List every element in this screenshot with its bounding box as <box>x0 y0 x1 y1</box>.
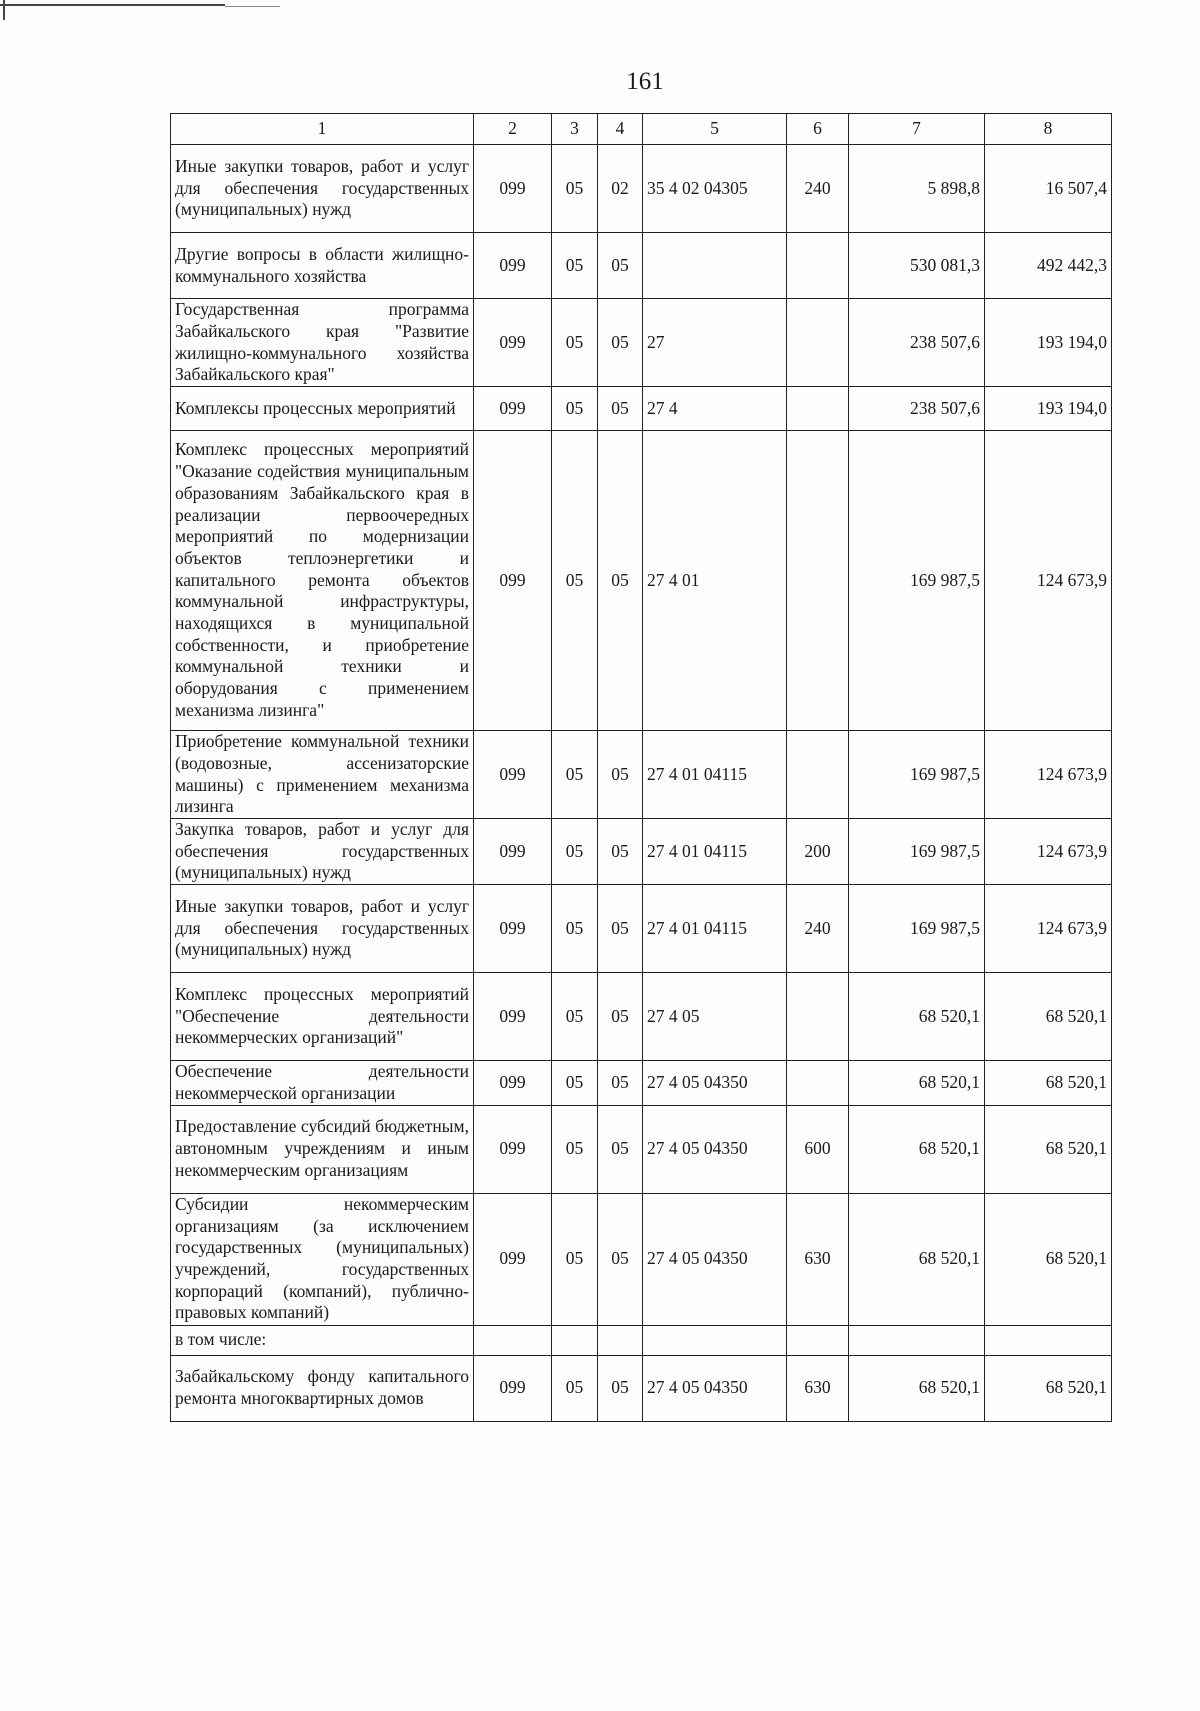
target-article-cell: 27 4 01 <box>643 431 787 731</box>
table-row <box>171 145 1112 233</box>
chapter-code-cell: 099 <box>474 233 552 299</box>
row-name-cell: в том числе: <box>171 1325 474 1355</box>
expense-type-cell: 600 <box>787 1105 849 1193</box>
amount-year2-cell: 492 442,3 <box>985 233 1112 299</box>
table-row <box>171 973 1112 1061</box>
column-header: 2 <box>474 114 552 145</box>
subsection-code-cell: 05 <box>598 885 643 973</box>
target-article-cell: 27 4 01 04115 <box>643 819 787 885</box>
row-name-cell: Приобретение коммунальной техники (водовозные, ассенизаторские машины) с применением механизма лизинга <box>171 731 474 819</box>
table-row <box>171 387 1112 431</box>
amount-year1-cell: 169 987,5 <box>849 431 985 731</box>
table-row <box>171 1355 1112 1421</box>
amount-year1-cell: 238 507,6 <box>849 387 985 431</box>
section-code-cell: 05 <box>552 1105 598 1193</box>
subsection-code-cell: 05 <box>598 233 643 299</box>
amount-year2-cell: 68 520,1 <box>985 1061 1112 1105</box>
column-header: 8 <box>985 114 1112 145</box>
section-code-cell: 05 <box>552 1355 598 1421</box>
row-name-cell: Субсидии некоммерческим организациям (за исключением государственных (муниципальных) учреждений, государственных корпораций (компаний), публично-правовых компаний) <box>171 1193 474 1325</box>
budget-table <box>170 113 1112 1422</box>
amount-year2-cell: 16 507,4 <box>985 145 1112 233</box>
amount-year2-cell: 124 673,9 <box>985 885 1112 973</box>
amount-year1-cell: 169 987,5 <box>849 819 985 885</box>
amount-year1-cell: 238 507,6 <box>849 299 985 387</box>
subsection-code-cell <box>598 1325 643 1355</box>
table-row <box>171 819 1112 885</box>
row-name-cell: Иные закупки товаров, работ и услуг для обеспечения государственных (муниципальных) нужд <box>171 145 474 233</box>
amount-year1-cell: 68 520,1 <box>849 1193 985 1325</box>
amount-year2-cell: 124 673,9 <box>985 731 1112 819</box>
amount-year2-cell: 124 673,9 <box>985 431 1112 731</box>
subsection-code-cell: 05 <box>598 1193 643 1325</box>
section-code-cell: 05 <box>552 731 598 819</box>
subsection-code-cell: 05 <box>598 1061 643 1105</box>
table-row <box>171 731 1112 819</box>
subsection-code-cell: 02 <box>598 145 643 233</box>
table-row <box>171 1325 1112 1355</box>
section-code-cell <box>552 1325 598 1355</box>
table-row <box>171 1105 1112 1193</box>
subsection-code-cell: 05 <box>598 431 643 731</box>
section-code-cell: 05 <box>552 431 598 731</box>
amount-year1-cell <box>849 1325 985 1355</box>
expense-type-cell <box>787 1061 849 1105</box>
column-header: 4 <box>598 114 643 145</box>
expense-type-cell: 200 <box>787 819 849 885</box>
row-name-cell: Комплексы процессных мероприятий <box>171 387 474 431</box>
expense-type-cell <box>787 431 849 731</box>
section-code-cell: 05 <box>552 299 598 387</box>
section-code-cell: 05 <box>552 233 598 299</box>
table-row <box>171 233 1112 299</box>
row-name-cell: Другие вопросы в области жилищно-коммунального хозяйства <box>171 233 474 299</box>
expense-type-cell <box>787 233 849 299</box>
chapter-code-cell: 099 <box>474 431 552 731</box>
subsection-code-cell: 05 <box>598 387 643 431</box>
column-header: 6 <box>787 114 849 145</box>
expense-type-cell: 630 <box>787 1193 849 1325</box>
subsection-code-cell: 05 <box>598 819 643 885</box>
column-header: 1 <box>171 114 474 145</box>
target-article-cell <box>643 1325 787 1355</box>
page-number: 161 <box>626 68 664 95</box>
amount-year1-cell: 68 520,1 <box>849 1355 985 1421</box>
row-name-cell: Закупка товаров, работ и услуг для обеспечения государственных (муниципальных) нужд <box>171 819 474 885</box>
amount-year1-cell: 5 898,8 <box>849 145 985 233</box>
row-name-cell: Комплекс процессных мероприятий "Оказание содействия муниципальным образованиям Забайкальского края в реализации первоочередных мероприятий по модернизации объектов теплоэнергетики и капитального ремонта объектов коммунальной инфраструктуры, находящихся в муниципальной собственности, и приобретение коммунальной техники и оборудования с применением механизма лизинга" <box>171 431 474 731</box>
table-row <box>171 431 1112 731</box>
expense-type-cell: 630 <box>787 1355 849 1421</box>
chapter-code-cell: 099 <box>474 145 552 233</box>
chapter-code-cell: 099 <box>474 973 552 1061</box>
subsection-code-cell: 05 <box>598 1105 643 1193</box>
amount-year2-cell: 68 520,1 <box>985 1355 1112 1421</box>
expense-type-cell <box>787 731 849 819</box>
target-article-cell: 27 4 05 <box>643 973 787 1061</box>
expense-type-cell <box>787 299 849 387</box>
section-code-cell: 05 <box>552 387 598 431</box>
expense-type-cell <box>787 973 849 1061</box>
expense-type-cell: 240 <box>787 145 849 233</box>
chapter-code-cell: 099 <box>474 299 552 387</box>
row-name-cell: Забайкальскому фонду капитального ремонта многоквартирных домов <box>171 1355 474 1421</box>
row-name-cell: Предоставление субсидий бюджетным, автономным учреждениям и иным некоммерческим организациям <box>171 1105 474 1193</box>
chapter-code-cell: 099 <box>474 1105 552 1193</box>
scan-edge-line-top-right <box>225 6 280 7</box>
amount-year1-cell: 169 987,5 <box>849 885 985 973</box>
chapter-code-cell: 099 <box>474 819 552 885</box>
target-article-cell: 35 4 02 04305 <box>643 145 787 233</box>
amount-year2-cell: 193 194,0 <box>985 387 1112 431</box>
chapter-code-cell: 099 <box>474 1355 552 1421</box>
expense-type-cell: 240 <box>787 885 849 973</box>
amount-year1-cell: 68 520,1 <box>849 1061 985 1105</box>
section-code-cell: 05 <box>552 1193 598 1325</box>
chapter-code-cell: 099 <box>474 1193 552 1325</box>
row-name-cell: Государственная программа Забайкальского края "Развитие жилищно-коммунального хозяйства Забайкальского края" <box>171 299 474 387</box>
chapter-code-cell: 099 <box>474 387 552 431</box>
row-name-cell: Комплекс процессных мероприятий "Обеспечение деятельности некоммерческих организаций" <box>171 973 474 1061</box>
row-name-cell: Иные закупки товаров, работ и услуг для обеспечения государственных (муниципальных) нужд <box>171 885 474 973</box>
amount-year1-cell: 169 987,5 <box>849 731 985 819</box>
amount-year2-cell: 124 673,9 <box>985 819 1112 885</box>
section-code-cell: 05 <box>552 885 598 973</box>
amount-year1-cell: 68 520,1 <box>849 973 985 1061</box>
section-code-cell: 05 <box>552 145 598 233</box>
table-row <box>171 1061 1112 1105</box>
target-article-cell: 27 4 05 04350 <box>643 1061 787 1105</box>
section-code-cell: 05 <box>552 819 598 885</box>
subsection-code-cell: 05 <box>598 973 643 1061</box>
column-header: 5 <box>643 114 787 145</box>
table-row <box>171 885 1112 973</box>
chapter-code-cell: 099 <box>474 1061 552 1105</box>
subsection-code-cell: 05 <box>598 1355 643 1421</box>
column-header: 7 <box>849 114 985 145</box>
amount-year2-cell: 68 520,1 <box>985 973 1112 1061</box>
target-article-cell <box>643 233 787 299</box>
target-article-cell: 27 <box>643 299 787 387</box>
amount-year1-cell: 68 520,1 <box>849 1105 985 1193</box>
expense-type-cell <box>787 387 849 431</box>
table-row <box>171 1193 1112 1325</box>
chapter-code-cell: 099 <box>474 731 552 819</box>
amount-year2-cell <box>985 1325 1112 1355</box>
target-article-cell: 27 4 05 04350 <box>643 1105 787 1193</box>
chapter-code-cell <box>474 1325 552 1355</box>
scan-edge-line-left <box>3 0 5 20</box>
row-name-cell: Обеспечение деятельности некоммерческой организации <box>171 1061 474 1105</box>
target-article-cell: 27 4 05 04350 <box>643 1193 787 1325</box>
amount-year2-cell: 193 194,0 <box>985 299 1112 387</box>
target-article-cell: 27 4 05 04350 <box>643 1355 787 1421</box>
subsection-code-cell: 05 <box>598 731 643 819</box>
chapter-code-cell: 099 <box>474 885 552 973</box>
expense-type-cell <box>787 1325 849 1355</box>
table-row <box>171 299 1112 387</box>
target-article-cell: 27 4 <box>643 387 787 431</box>
column-header: 3 <box>552 114 598 145</box>
subsection-code-cell: 05 <box>598 299 643 387</box>
column-number-row <box>171 114 1112 145</box>
target-article-cell: 27 4 01 04115 <box>643 731 787 819</box>
amount-year2-cell: 68 520,1 <box>985 1105 1112 1193</box>
amount-year2-cell: 68 520,1 <box>985 1193 1112 1325</box>
section-code-cell: 05 <box>552 973 598 1061</box>
amount-year1-cell: 530 081,3 <box>849 233 985 299</box>
target-article-cell: 27 4 01 04115 <box>643 885 787 973</box>
section-code-cell: 05 <box>552 1061 598 1105</box>
scan-edge-line-top <box>0 4 225 6</box>
